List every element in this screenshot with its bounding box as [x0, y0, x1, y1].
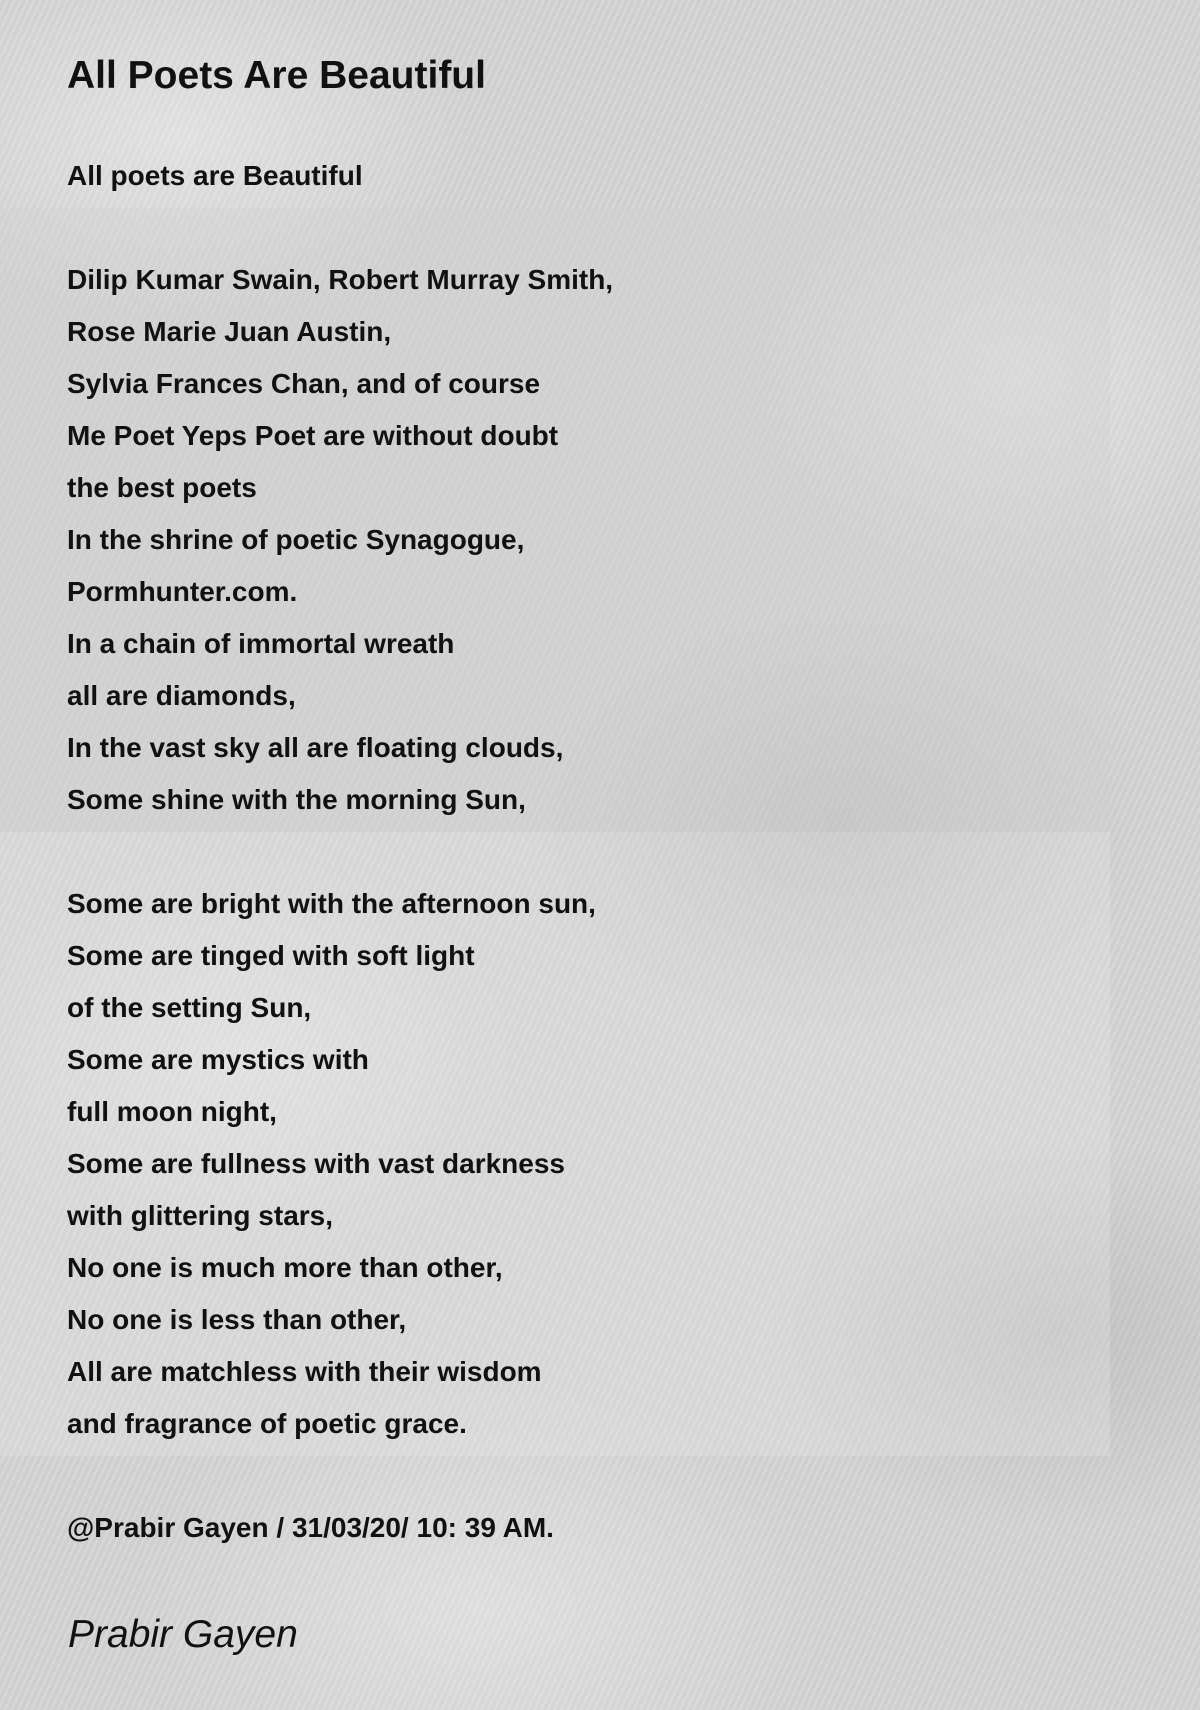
poem-blank-line [67, 202, 1107, 254]
poem-line: Some are tinged with soft light [67, 940, 475, 971]
poem-line: the best poets [67, 472, 257, 503]
poem-line: Some are bright with the afternoon sun, [67, 888, 596, 919]
poem-line: All are matchless with their wisdom [67, 1356, 542, 1387]
poem-line: In the vast sky all are floating clouds, [67, 732, 564, 763]
author-name: Prabir Gayen [68, 1613, 298, 1656]
poem-line: In the shrine of poetic Synagogue, [67, 524, 525, 555]
poem-line: No one is much more than other, [67, 1252, 503, 1283]
poem-line: and fragrance of poetic grace. [67, 1408, 467, 1439]
poem-line: Me Poet Yeps Poet are without doubt [67, 420, 559, 451]
poem-line: In a chain of immortal wreath [67, 628, 455, 659]
poem-line: Some are mystics with [67, 1044, 369, 1075]
poem-line: full moon night, [67, 1096, 277, 1127]
poem-line: Rose Marie Juan Austin, [67, 316, 392, 347]
poem-line: All poets are Beautiful [67, 160, 363, 191]
poem-signature: @Prabir Gayen / 31/03/20/ 10: 39 AM. [67, 1512, 554, 1543]
poem-title: All Poets Are Beautiful [67, 54, 486, 97]
poem-line: Pormhunter.com. [67, 576, 298, 607]
poem-line: No one is less than other, [67, 1304, 407, 1335]
poem-line: Some shine with the morning Sun, [67, 784, 526, 815]
poem-blank-line [67, 826, 1107, 878]
poem-line: Sylvia Frances Chan, and of course [67, 368, 541, 399]
poem-line: of the setting Sun, [67, 992, 312, 1023]
poem-line: Dilip Kumar Swain, Robert Murray Smith, [67, 264, 614, 295]
poem-line: with glittering stars, [67, 1200, 334, 1231]
poem-line: all are diamonds, [67, 680, 296, 711]
poem-line: Some are fullness with vast darkness [67, 1148, 565, 1179]
poem-body [67, 150, 1107, 1450]
